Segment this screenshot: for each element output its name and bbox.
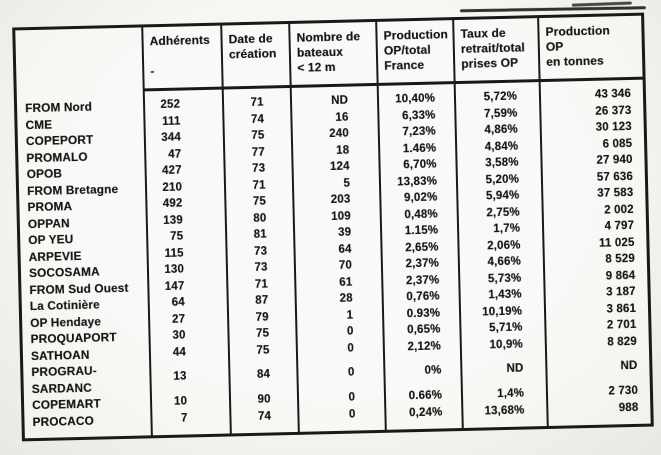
cell-date_creation: 73: [253, 245, 268, 258]
cell-adherents: 139: [163, 214, 183, 227]
cell-bateaux: 39: [337, 226, 352, 239]
cell-date_creation: 75: [256, 344, 270, 357]
cell-bateaux: 124: [329, 160, 350, 174]
cell-name: OPOB: [26, 166, 63, 182]
cell-bateaux: 64: [338, 243, 352, 256]
column-body-bateaux: [292, 86, 385, 432]
cell-taux_retrait: 5,73%: [487, 272, 522, 285]
cell-name: FROM Nord: [24, 99, 93, 116]
cell-name: FROM Sud Ouest: [29, 280, 129, 297]
cell-production_pct: 0.66%: [408, 389, 443, 403]
column-bateaux: [288, 22, 385, 432]
cell-production_pct: 2,65%: [405, 241, 439, 254]
cell-date_creation: 77: [251, 146, 265, 159]
cell-adherents: 492: [162, 197, 183, 211]
cell-taux_retrait: 7,59%: [483, 107, 518, 120]
cell-adherents: 10: [173, 395, 188, 408]
cell-bateaux: ND: [330, 94, 349, 108]
cell-taux_retrait: 10,19%: [481, 305, 523, 319]
column-production-pct: [375, 20, 462, 430]
cell-production_tonnes: 3 861: [606, 302, 637, 316]
cell-production_tonnes: 26 373: [595, 104, 632, 118]
column-header-label: Nombre de bateaux < 12 m: [296, 29, 361, 75]
cell-name: COPEPORT: [25, 132, 94, 149]
cell-adherents: 344: [161, 131, 181, 145]
cell-production_tonnes: 988: [618, 401, 639, 414]
cell-name: PROQUAPORT: [30, 330, 117, 347]
cell-production_tonnes: 3 187: [605, 285, 636, 299]
column-body-production-tonnes: [541, 80, 651, 426]
cell-name: FROM Bretagne: [26, 181, 119, 198]
cell-adherents: 13: [173, 370, 187, 383]
cell-production_pct: 2,12%: [407, 339, 441, 353]
cell-adherents: 147: [164, 280, 185, 293]
column-header-label: Adhérents: [149, 32, 210, 49]
cell-taux_retrait: 2,06%: [486, 239, 521, 252]
cell-name: PROCACO: [32, 413, 95, 429]
cell-production_pct: 0%: [424, 364, 442, 377]
cell-adherents: 7: [180, 411, 188, 425]
cell-production_pct: 7,23%: [402, 125, 436, 139]
cell-taux_retrait: 5,71%: [488, 321, 523, 335]
stray-mark: -: [150, 64, 155, 79]
scan-artifact: [460, 6, 646, 12]
column-header-production-tonnes: [539, 16, 642, 82]
cell-date_creation: 80: [253, 212, 267, 225]
cell-production_tonnes: 2 002: [604, 203, 634, 217]
cell-taux_retrait: 1,4%: [497, 387, 525, 401]
cell-production_tonnes: 30 123: [595, 120, 632, 134]
cell-name: CME: [25, 117, 53, 132]
cell-production_tonnes: 9 864: [605, 269, 636, 283]
cell-production_pct: 0,48%: [404, 208, 438, 221]
cell-production_pct: 6,33%: [401, 109, 436, 122]
cell-production_pct: 6,70%: [403, 158, 437, 172]
cell-production_pct: 0,24%: [408, 405, 443, 419]
column-header-production-pct: [377, 20, 453, 86]
cell-adherents: 115: [164, 247, 184, 260]
cell-adherents: 47: [168, 148, 182, 161]
column-header-empty: [15, 27, 142, 94]
column-header-label: Production OP/total France: [383, 27, 448, 73]
cell-taux_retrait: 10,9%: [489, 338, 523, 351]
cell-production_pct: 10,40%: [394, 92, 436, 106]
cell-date_creation: 73: [251, 162, 266, 175]
cell-name: SOCOSAMA: [28, 264, 100, 281]
cell-taux_retrait: 4,66%: [487, 255, 522, 269]
cell-adherents: 44: [172, 346, 187, 359]
column-header-date-creation: [222, 24, 289, 90]
cell-adherents: 252: [160, 98, 181, 112]
cell-bateaux: 0: [348, 408, 356, 421]
cell-adherents: 75: [169, 230, 184, 243]
cell-taux_retrait: 4,86%: [484, 123, 518, 137]
cell-name: PROGRAU- SARDANC: [31, 363, 97, 396]
cell-adherents: 210: [162, 181, 183, 194]
column-adherents: [141, 26, 230, 436]
cell-bateaux: 109: [330, 210, 351, 223]
cell-date_creation: 71: [252, 179, 266, 192]
cell-date_creation: 84: [256, 368, 271, 381]
column-production-tonnes: [537, 16, 651, 426]
cell-adherents: 427: [161, 164, 182, 178]
cell-date_creation: 81: [253, 228, 267, 241]
cell-adherents: 64: [171, 296, 185, 309]
column-header-bateaux: [290, 22, 376, 88]
cell-production_pct: 9,02%: [403, 191, 438, 205]
column-header-label: Taux de retrait/total prises OP: [460, 25, 525, 71]
cell-date_creation: 73: [254, 261, 268, 274]
cell-production_tonnes: 8 829: [607, 335, 637, 349]
cell-production_tonnes: 11 025: [598, 236, 635, 250]
column-header-adherents: [143, 26, 221, 92]
cell-name: ARPEVIE: [28, 248, 82, 264]
cell-name: COPEMART: [31, 396, 101, 413]
column-body-date-creation: [224, 88, 298, 433]
cell-taux_retrait: ND: [506, 362, 524, 375]
cell-name: La Cotinière: [29, 297, 100, 314]
column-body-production-pct: [379, 84, 462, 430]
cell-date_creation: 74: [250, 113, 265, 126]
cell-production_pct: 1.15%: [404, 224, 439, 238]
cell-name: PROMALO: [26, 149, 88, 165]
cell-production_tonnes: ND: [620, 359, 638, 373]
cell-date_creation: 75: [255, 327, 270, 340]
cell-name: OP Hendaye: [30, 313, 102, 330]
cell-bateaux: 0: [348, 391, 356, 404]
column-date-creation: [220, 24, 298, 433]
cell-adherents: 30: [172, 329, 186, 342]
cell-bateaux: 61: [339, 276, 353, 289]
column-names: [15, 27, 151, 438]
cell-production_tonnes: 43 346: [594, 87, 632, 101]
cell-taux_retrait: 5,72%: [483, 90, 518, 104]
cell-taux_retrait: 1,43%: [488, 288, 522, 302]
cell-production_pct: 0.93%: [406, 307, 441, 320]
cell-taux_retrait: 4,84%: [484, 140, 519, 153]
cell-bateaux: 70: [338, 259, 353, 272]
cell-adherents: 130: [164, 263, 185, 276]
cell-production_tonnes: 4 797: [604, 219, 635, 233]
cell-bateaux: 0: [347, 366, 355, 379]
cell-production_pct: 13,83%: [396, 175, 438, 188]
cell-bateaux: 1: [346, 309, 354, 322]
cell-date_creation: 79: [255, 311, 269, 324]
cell-taux_retrait: 5,94%: [485, 189, 520, 203]
cell-bateaux: 16: [335, 111, 349, 124]
cell-bateaux: 28: [339, 292, 353, 305]
cell-name: OP YEU: [28, 232, 74, 248]
cell-date_creation: 71: [250, 96, 264, 109]
cell-production_tonnes: 37 583: [597, 186, 634, 200]
cell-production_pct: 2,37%: [405, 257, 440, 271]
cell-bateaux: 5: [343, 177, 351, 190]
column-body-names: [17, 91, 151, 438]
cell-taux_retrait: 2,75%: [486, 206, 520, 219]
column-taux-retrait: [452, 18, 547, 428]
cell-bateaux: 18: [335, 144, 350, 157]
cell-date_creation: 74: [257, 410, 272, 423]
cell-production_pct: 2,37%: [405, 274, 440, 287]
cell-bateaux: 240: [329, 127, 349, 141]
cell-production_pct: 1.46%: [402, 142, 437, 155]
cell-taux_retrait: 5,20%: [485, 173, 520, 186]
cell-date_creation: 87: [255, 294, 269, 307]
cell-adherents: 27: [171, 313, 186, 326]
cell-production_pct: 0,65%: [406, 323, 441, 337]
cell-production_tonnes: 2 730: [608, 384, 639, 398]
cell-bateaux: 0: [346, 325, 354, 338]
cell-production_tonnes: 27 940: [596, 153, 633, 167]
cell-date_creation: 75: [251, 129, 265, 142]
cell-adherents: 111: [161, 115, 181, 128]
cell-bateaux: 0: [347, 342, 354, 355]
cell-production_tonnes: 57 636: [596, 170, 634, 184]
cell-date_creation: 90: [257, 393, 271, 406]
cell-production_tonnes: 2 701: [606, 318, 637, 332]
cell-taux_retrait: 13,68%: [484, 404, 525, 417]
column-body-adherents: [145, 90, 230, 436]
cell-bateaux: 203: [330, 193, 351, 207]
cell-name: SATHOAN: [30, 347, 90, 363]
cell-production_tonnes: 8 529: [605, 252, 635, 266]
column-body-taux-retrait: [456, 82, 547, 428]
table-scan: [12, 13, 654, 442]
cell-taux_retrait: 1,7%: [493, 222, 521, 236]
cell-date_creation: 71: [254, 278, 269, 291]
cell-name: PROMA: [27, 199, 73, 215]
column-header-taux-retrait: [454, 18, 538, 84]
cell-taux_retrait: 3,58%: [485, 156, 519, 170]
cell-name: OPPAN: [27, 215, 70, 231]
cell-production_tonnes: 6 085: [602, 137, 633, 151]
cell-production_pct: 0,76%: [406, 290, 440, 304]
column-header-label: Date de création: [228, 31, 277, 62]
op-table: [12, 13, 654, 442]
cell-date_creation: 75: [252, 195, 267, 208]
column-header-label: Production OP en tonnes: [545, 23, 610, 69]
